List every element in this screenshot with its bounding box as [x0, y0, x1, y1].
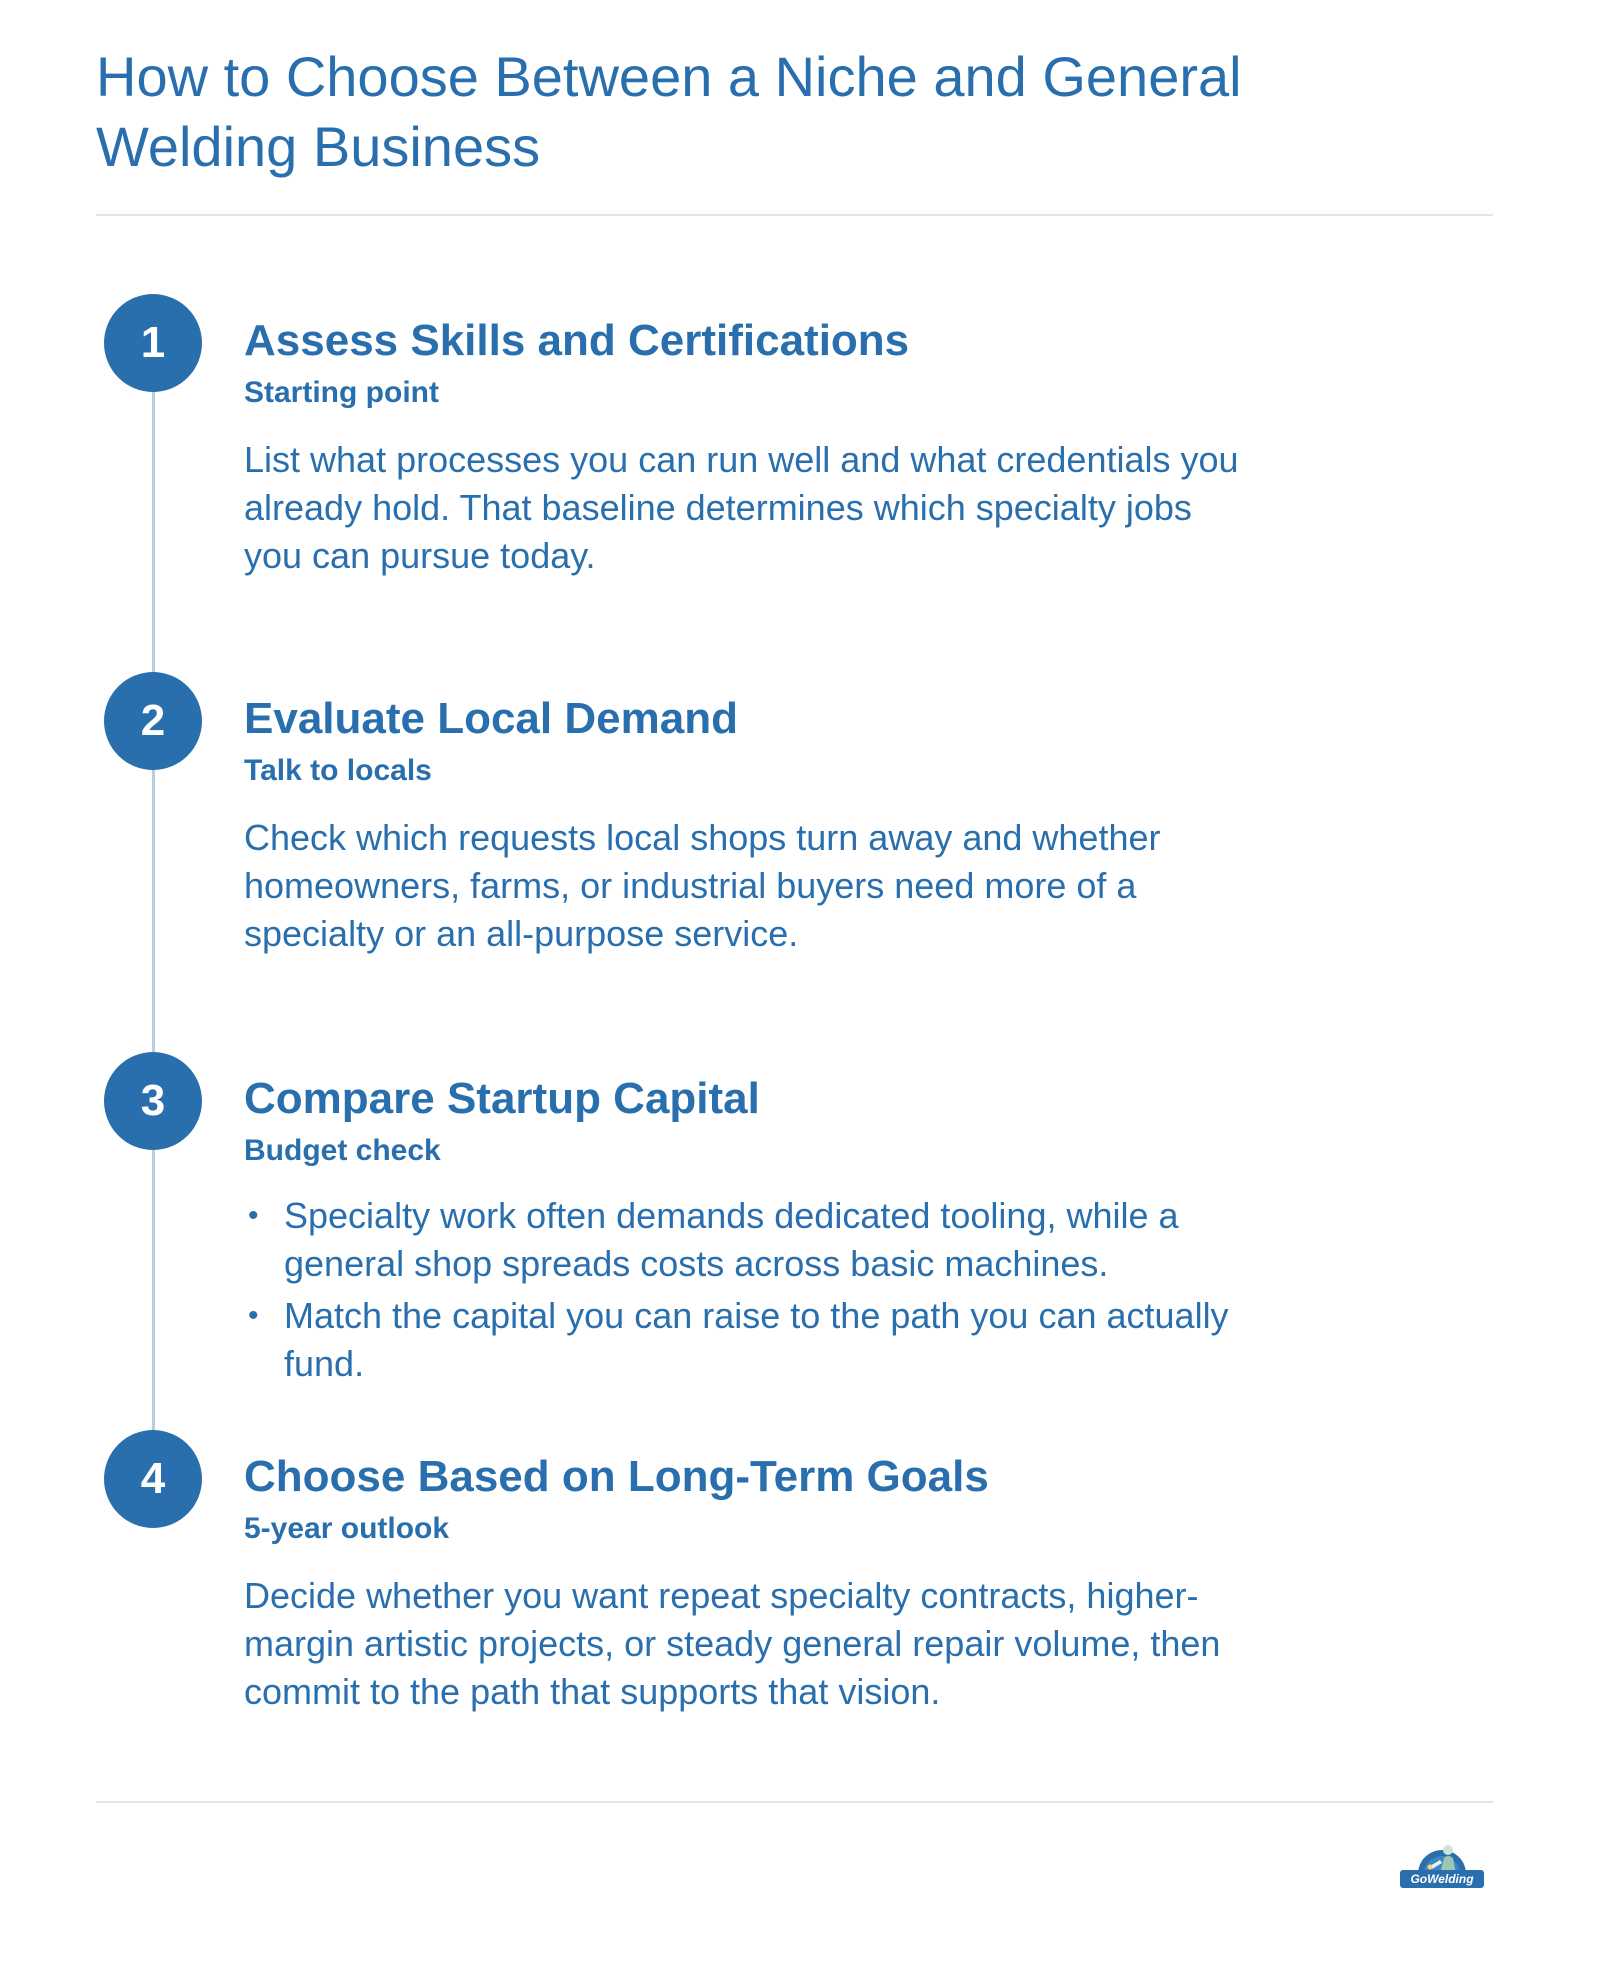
bullet-item	[244, 1292, 1254, 1388]
step-subtitle: Budget check	[244, 1134, 441, 1167]
step-subtitle: Talk to locals	[244, 754, 432, 787]
step-content	[244, 1450, 1304, 1716]
step-title: Compare Startup Capital	[244, 1074, 760, 1123]
step-subtitle: 5-year outlook	[244, 1512, 450, 1545]
step-title: Assess Skills and Certifications	[244, 316, 910, 365]
page-title: How to Choose Between a Niche and General Welding Business	[96, 45, 1242, 178]
timeline-line	[152, 362, 155, 1442]
step-title: Choose Based on Long-Term Goals	[244, 1452, 989, 1501]
step-body: List what processes you can run well and what credentials you already hold. That baseline determines which specialty jobs you can pursue today.	[244, 439, 1239, 576]
step-number-badge: 4	[104, 1430, 202, 1528]
logo-wordmark: GoWelding	[1400, 1870, 1484, 1888]
step-number-badge: 3	[104, 1052, 202, 1150]
step-content	[244, 692, 1304, 958]
gowelding-logo	[1400, 1836, 1490, 1892]
step-subtitle: Starting point	[244, 376, 439, 409]
step-number-badge: 2	[104, 672, 202, 770]
bullet-item	[244, 1192, 1254, 1288]
step-content	[244, 314, 1304, 580]
step-content	[244, 1072, 1304, 1392]
step-number-badge: 1	[104, 294, 202, 392]
step-body: Check which requests local shops turn away and whether homeowners, farms, or industrial buyers need more of a specialty or an all-purpose service.	[244, 817, 1161, 954]
bullet-dot-icon: •	[248, 1199, 259, 1232]
bullet-dot-icon: •	[248, 1299, 259, 1332]
bottom-divider	[96, 1801, 1493, 1803]
top-divider	[96, 214, 1493, 216]
step-body: Decide whether you want repeat specialty contracts, higher-margin artistic projects, or steady general repair volume, then commit to the path that supports that vision.	[244, 1575, 1221, 1712]
bullet-text: Specialty work often demands dedicated tooling, while a general shop spreads costs across basic machines.	[284, 1195, 1179, 1284]
step-title: Evaluate Local Demand	[244, 694, 738, 743]
bullet-list	[244, 1192, 1254, 1388]
bullet-text: Match the capital you can raise to the path you can actually fund.	[284, 1295, 1229, 1384]
